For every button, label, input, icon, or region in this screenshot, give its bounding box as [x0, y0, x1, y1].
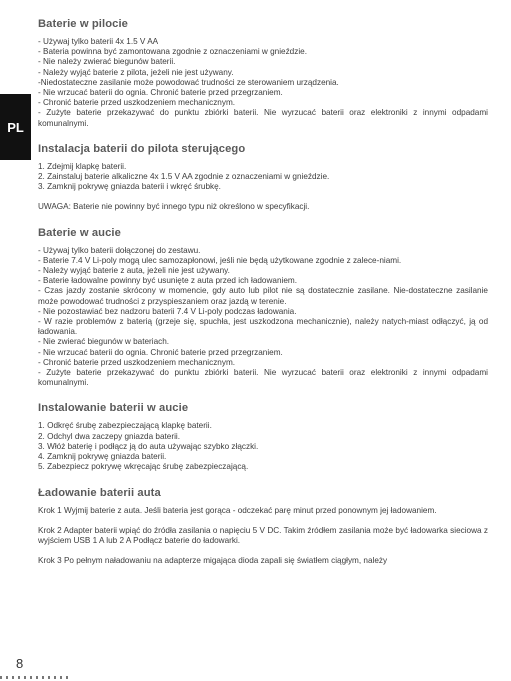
list-item: 2. Odchyl dwa zaczepy gniazda baterii.	[38, 431, 180, 441]
list-item: - Należy wyjąć baterie z auta, jeżeli nie jest używany.	[38, 266, 230, 276]
section-title: Instalowanie baterii w aucie	[38, 402, 189, 415]
list-item: - Należy wyjąć baterie z pilota, jeżeli nie jest używany.	[38, 67, 234, 77]
section-title: Instalacja baterii do pilota sterującego	[38, 142, 246, 155]
list-item: - Zużyte baterie przekazywać do punktu zbiórki baterii. Nie wyrzucać baterii oraz elektroniki z innymi odpadami komunalnymi.	[38, 368, 488, 388]
list-item: - Nie zwierać biegunów w bateriach.	[38, 337, 170, 347]
list-item: 4. Zamknij pokrywę gniazda baterii.	[38, 452, 167, 462]
list-item: - Bateria powinna być zamontowana zgodnie z oznaczeniami w gnieździe.	[38, 47, 307, 57]
section-title: Baterie w pilocie	[38, 18, 128, 30]
language-tab: PL	[0, 94, 31, 160]
section-remote-install	[38, 142, 488, 213]
list-item: -Niedostateczne zasilanie może powodować trudności ze sterowaniem urządzenia.	[38, 77, 339, 87]
paragraph: Krok 3 Po pełnym naładowaniu na adapterze migająca dioda zapali się światłem ciągłym, należy	[38, 556, 388, 566]
list-item: - Nie wrzucać baterii do ognia. Chronić baterie przed przegrzaniem.	[38, 88, 283, 98]
list-item: - Nie należy zwierać biegunów baterii.	[38, 57, 176, 67]
warning-note: UWAGA: Baterie nie powinny być innego typu niż określono w specyfikacji.	[38, 202, 310, 212]
page-edge-mark	[0, 676, 70, 679]
section-title: Baterie w aucie	[38, 226, 121, 239]
list-item: - Baterie ładowalne powinny być usunięte z auta przed ich ładowaniem.	[38, 276, 297, 286]
list-item: 1. Zdejmij klapkę baterii.	[38, 161, 127, 171]
manual-content	[38, 17, 488, 579]
list-item: - Używaj tylko baterii dołączonej do zestawu.	[38, 245, 201, 255]
section-remote-batteries	[38, 17, 488, 129]
list-item: 5. Zabezpiecz pokrywę wkręcając śrubę zabezpieczającą.	[38, 462, 249, 472]
page-number: 8	[16, 656, 24, 671]
list-item: - Chronić baterie przed uszkodzeniem mechanicznym.	[38, 98, 236, 108]
section-car-install	[38, 401, 488, 472]
section-title: Ładowanie baterii auta	[38, 486, 161, 499]
paragraph: Krok 2 Adapter baterii wpiąć do źródła zasilania o napięciu 5 V DC. Takim źródłem zasilania może być ładowarka sieciowa z wyjściem USB 1 A lub 2 A Podłącz baterie do ładowarki.	[38, 525, 488, 545]
list-item: - Nie pozostawiać bez nadzoru baterii 7.4 V Li-poly podczas ładowania.	[38, 306, 297, 316]
list-item: - Chronić baterie przed uszkodzeniem mechanicznym.	[38, 357, 236, 367]
paragraph: Krok 1 Wyjmij baterie z auta. Jeśli bateria jest gorąca - odczekać parę minut przed ponownym jej ładowaniem.	[38, 505, 437, 515]
list-item: 3. Zamknij pokrywę gniazda baterii i wkręć śrubkę.	[38, 182, 221, 192]
list-item: 3. Włóż baterię i podłącz ją do auta używając szybko złączki.	[38, 441, 259, 451]
list-item: 2. Zainstaluj baterie alkaliczne 4x 1.5 V AA zgodnie z oznaczeniami w gnieździe.	[38, 172, 330, 182]
list-item: - Czas jazdy zostanie skrócony w momencie, gdy auto lub pilot nie są dostatecznie zasilane. Nie-dostateczne zasilanie może powodować trudności z przyspieszaniem oraz jazdą w terenie.	[38, 286, 488, 306]
section-car-batteries	[38, 226, 488, 389]
list-item: - W razie problemów z baterią (grzeje się, spuchła, jest uszkodzona mechanicznie), należy natych-miast odłączyć, ją od ładowania.	[38, 317, 488, 337]
section-car-charging	[38, 486, 488, 567]
list-item: - Nie wrzucać baterii do ognia. Chronić baterie przed przegrzaniem.	[38, 347, 283, 357]
list-item: - Baterie 7.4 V Li-poly mogą ulec samozapłonowi, jeśli nie będą użytkowane zgodnie z zalece-niami.	[38, 255, 402, 265]
list-item: 1. Odkręć śrubę zabezpieczającą klapkę baterii.	[38, 421, 212, 431]
list-item: - Zużyte baterie przekazywać do punktu zbiórki baterii. Nie wyrzucać baterii oraz elektroniki z innymi odpadami komunalnymi.	[38, 108, 488, 128]
list-item: - Używaj tylko baterii 4x 1.5 V AA	[38, 37, 159, 46]
